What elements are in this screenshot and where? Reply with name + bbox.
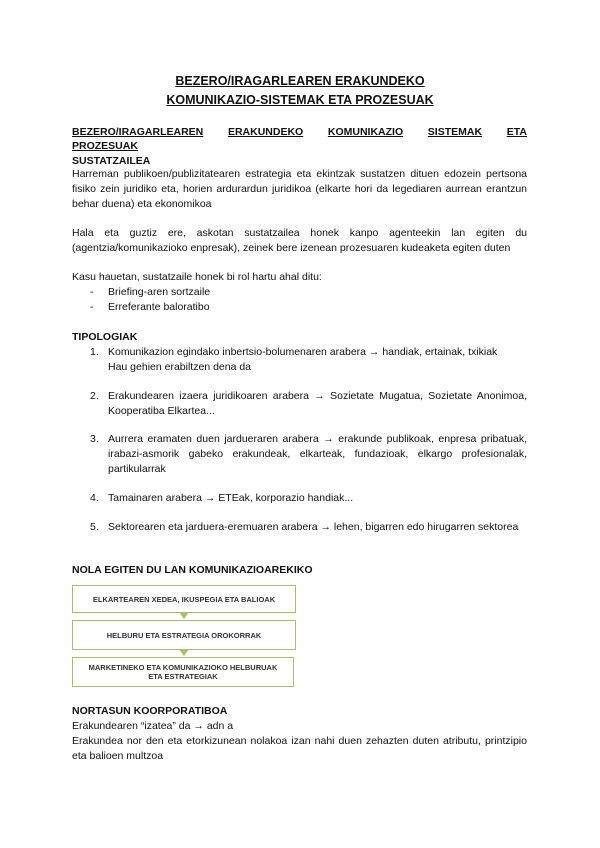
tipologia-item [90, 432, 527, 477]
sustatzailea-paragraph-2: Hala eta guztiz ere, askotan sustatzailea honek kanpo agenteekin lan egiten du (agentzia/komunikazioko enpresak), zeinek bere izenean prozesuaren kudeaketa egiten duten [72, 227, 527, 254]
list-number: 5. [90, 521, 99, 533]
diagram-box-helburu: HELBURU ETA ESTRATEGIA OROKORRAK [72, 620, 296, 650]
tipologia-item [90, 389, 527, 419]
nortasun-paragraph: Erakundea nor den eta etorkizunean nolakoa izan nahi duen zehazten duten atributu, printzipio eta balioen multzoa [72, 735, 527, 762]
section-heading [72, 125, 527, 140]
list-text: Tamainaren arabera → ETEak, korporazio handiak... [108, 492, 354, 504]
bullet-item: Briefing-aren sortzaile [108, 286, 211, 298]
tipologia-item [90, 345, 527, 375]
diagram-box-xedea: ELKARTEAREN XEDEA, IKUSPEGIA ETA BALIOAK [72, 585, 296, 613]
list-text: Erakundearen izaera juridikoaren arabera → Sozietate Mugatua, Sozietate Anonimoa, Kooperatiba Elkartea... [108, 390, 527, 417]
list-number: 1. [90, 346, 99, 358]
section-heading-word: SISTEMAK [427, 126, 483, 138]
list-text: Komunikazion egindako inbertsio-bolumenaren arabera → handiak, ertainak, txikiak [108, 346, 498, 358]
diagram-arrow-icon [179, 649, 189, 656]
list-number: 4. [90, 492, 99, 504]
section-heading-word: KOMUNIKAZIO [327, 126, 404, 138]
list-number: 3. [90, 433, 99, 445]
tipologiak-heading: TIPOLOGIAK [72, 331, 138, 343]
document-title-line-2: KOMUNIKAZIO-SISTEMAK ETA PROZESUAK [166, 93, 434, 107]
diagram-arrow-icon [179, 612, 189, 619]
nola-heading: NOLA EGITEN DU LAN KOMUNIKAZIOAREKIKO [72, 564, 313, 576]
nortasun-heading: NORTASUN KOORPORATIBOA [72, 705, 228, 717]
section-heading-word: ERAKUNDEKO [227, 126, 304, 138]
section-heading-word: BEZERO/IRAGARLEAREN [72, 126, 204, 138]
document-title-line-1: BEZERO/IRAGARLEAREN ERAKUNDEKO [175, 74, 425, 88]
bullet-dash: - [90, 286, 94, 298]
list-text: Aurrera eramaten duen jardueraren arabera → erakunde publikoak, enpresa pribatuak, irabazi-asmorik gabeko erakundeak, elkarteak, fundazioak, elkargo profesionalak, partikularrak [108, 433, 527, 475]
section-heading-word: ETA [506, 126, 527, 138]
list-text: Sektorearen eta jarduera-eremuaren arabera → lehen, bigarren edo hirugarren sektorea [108, 521, 519, 533]
bullet-item: Erreferante baloratibo [108, 301, 210, 313]
sustatzailea-heading: SUSTATZAILEA [72, 155, 151, 167]
diagram-box-marketineko: MARKETINEKO ETA KOMUNIKAZIOKO HELBURUAK ETA ESTRATEGIAK [72, 657, 294, 687]
sustatzailea-paragraph-1: Harreman publikoen/publizitatearen estrategia eta ekintzak sustatzen dituen edozein pertsona fisiko zein juridiko eta, horien ardurardun juridikoa (elkarte hori da legediaren aurrean erantzun behar duena) eta ekonomikoa [72, 168, 527, 210]
list-number: 2. [90, 390, 99, 402]
list-text-extra: Hau gehien erabiltzen dena da [108, 361, 252, 373]
sustatzailea-paragraph-3: Kasu hauetan, sustatzaile honek bi rol hartu ahal ditu: [72, 271, 322, 283]
nortasun-line: Erakundearen “izatea” da → adn a [72, 720, 234, 732]
tipologia-item [90, 520, 527, 535]
tipologia-item [90, 491, 527, 506]
section-heading-last: PROZESUAK [72, 140, 138, 152]
bullet-dash: - [90, 301, 94, 313]
